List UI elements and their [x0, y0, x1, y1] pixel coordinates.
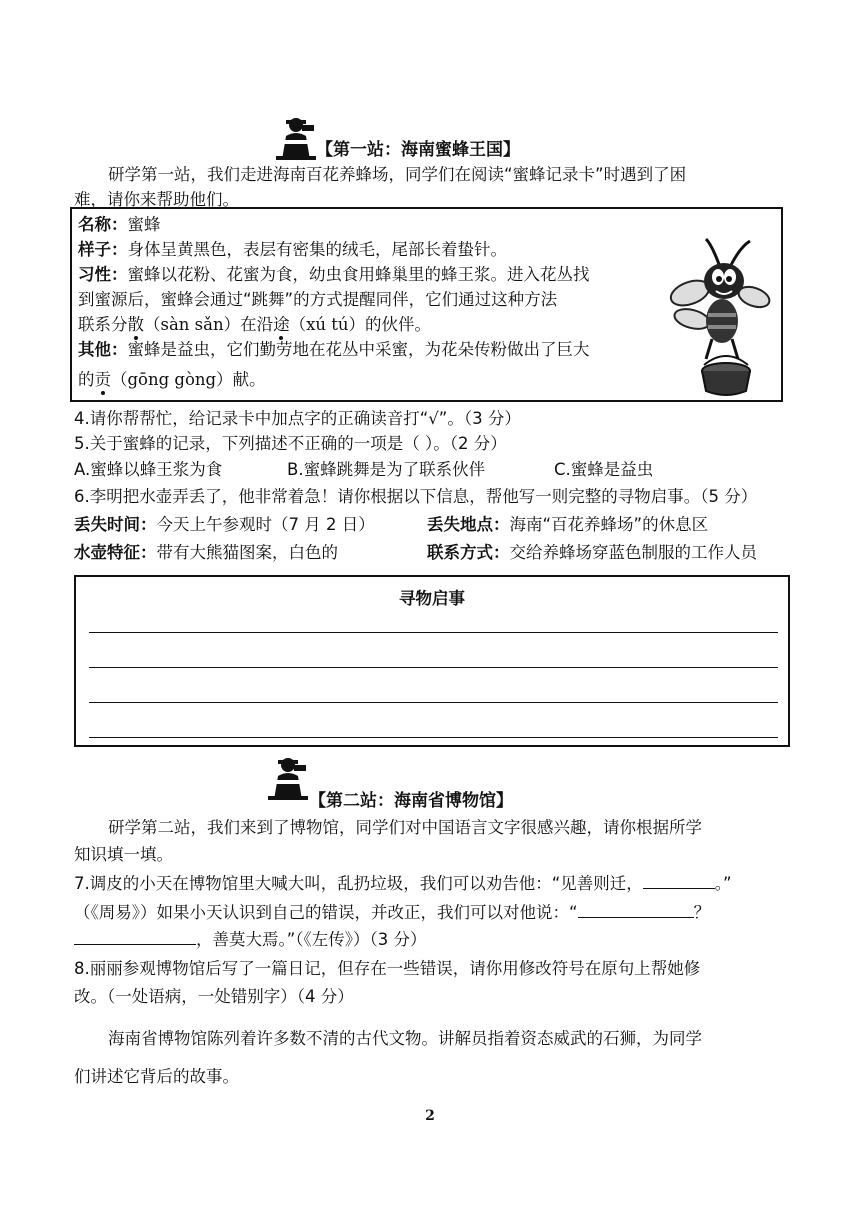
lost-place-row [427, 512, 708, 538]
dotted-char-tu: 途 [273, 315, 290, 334]
lost-time-label: 丢失时间： [74, 515, 157, 534]
writing-line-2[interactable] [89, 667, 778, 668]
explorer-figure-icon [266, 756, 310, 802]
station2-intro-line1: 研学第二站，我们来到了博物馆，同学们对中国语言文字很感兴趣，请你根据所学 [108, 818, 702, 837]
diary-line-2[interactable]: 们讲述它背后的故事。 [74, 1067, 239, 1086]
question-5-option-b[interactable]: B.蜜蜂跳舞是为了联系伙伴 [287, 460, 486, 479]
question-7-question-mark: ？ [693, 903, 711, 922]
question-7-line1 [74, 870, 732, 897]
pinyin-choice-tu[interactable]: （xú tú）的伙伴。 [289, 315, 432, 334]
card-look-label: 样子： [78, 240, 128, 259]
question-6: 6.李明把水壶弄丢了，他非常着急！请你根据以下信息，帮他写一则完整的寻物启事。（5 分） [74, 487, 758, 506]
question-7-prompt: 7.调皮的小天在博物馆里大喊大叫，乱扔垃圾，我们可以劝告他：“见善则迁， [74, 874, 643, 893]
writing-line-1[interactable] [89, 632, 778, 633]
answer-blank-2[interactable] [578, 899, 694, 918]
station1-intro-line1: 研学第一站，我们走进海南百花养蜂场，同学们在阅读“蜜蜂记录卡”时遇到了困 [108, 165, 687, 184]
bee-record-card [70, 207, 783, 402]
dotted-char-san: 散 [127, 315, 144, 334]
diary-line-1[interactable]: 海南省博物馆陈列着许多数不清的古代文物。讲解员指着资态威武的石狮，为同学 [108, 1029, 702, 1048]
contact-value: 交给养蜂场穿蓝色制服的工作人员 [509, 543, 757, 562]
card-name-value: 蜜蜂 [127, 215, 161, 234]
question-7-line2-text: （《周易》）如果小天认识到自己的错误，并改正，我们可以对他说：“ [74, 903, 578, 922]
card-habit-label: 习性： [78, 265, 128, 284]
question-5-option-c[interactable]: C.蜜蜂是益虫 [554, 460, 654, 479]
contact-label: 联系方式： [427, 543, 510, 562]
writing-line-3[interactable] [89, 702, 778, 703]
card-name-row [78, 212, 161, 238]
lost-place-label: 丢失地点： [427, 515, 510, 534]
question-8-line1: 8.丽丽参观博物馆后写了一篇日记，但存在一些错误，请你用修改符号在原句上帮她修 [74, 959, 701, 978]
answer-blank-1[interactable] [643, 870, 715, 889]
card-name-label: 名称： [78, 215, 128, 234]
card-habit-line3-pre: 联系分 [78, 315, 128, 334]
station2-intro-line2: 知识填一填。 [74, 845, 173, 864]
question-7-line2 [74, 899, 710, 926]
card-other-line2 [78, 367, 266, 393]
page-number: 2 [425, 1108, 435, 1124]
card-habit-row [78, 262, 590, 288]
question-5: 5.关于蜜蜂的记录，下列描述不正确的一项是（ ）。（2 分） [74, 434, 507, 453]
card-habit-line3 [78, 312, 431, 338]
lost-time-row [74, 512, 375, 538]
lost-time-value: 今天上午参观时（7 月 2 日） [156, 515, 375, 534]
lost-notice-title: 寻物启事 [399, 589, 465, 608]
bee-cartoon-icon [668, 235, 772, 397]
question-5-option-a[interactable]: A.蜜蜂以蜂王浆为食 [74, 460, 223, 479]
station1-title: 【第一站：海南蜜蜂王国】 [316, 140, 520, 160]
question-7-close-quote: 。” [714, 874, 732, 893]
question-4: 4.请你帮帮忙，给记录卡中加点字的正确读音打“√”。（3 分） [74, 409, 521, 428]
contact-row [427, 540, 757, 566]
explorer-figure-icon [274, 116, 318, 162]
card-other-label: 其他： [78, 340, 128, 359]
card-other-line1: 蜜蜂是益虫，它们勤劳地在花丛中采蜜，为花朵传粉做出了巨大 [127, 340, 590, 359]
bottle-feature-row [74, 540, 338, 566]
question-8-line2: 改。（一处语病，一处错别字）（4 分） [74, 987, 354, 1006]
station2-title: 【第二站：海南省博物馆】 [309, 791, 513, 811]
card-other-line2-pre: 的 [78, 370, 95, 389]
question-7-line3 [74, 926, 427, 953]
pinyin-choice-san[interactable]: （sàn sǎn）在沿 [144, 315, 274, 334]
card-habit-line1: 蜜蜂以花粉、花蜜为食，幼虫食用蜂巢里的蜂王浆。进入花丛找 [127, 265, 590, 284]
card-habit-line2: 到蜜源后，蜜蜂会通过“跳舞”的方式提醒同伴，它们通过这种方法 [78, 290, 558, 309]
pinyin-choice-gong[interactable]: （gōng gòng）献。 [111, 370, 266, 389]
card-look-row [78, 237, 507, 263]
bottle-feature-label: 水壶特征： [74, 543, 157, 562]
dotted-char-gong: 贡 [94, 370, 111, 389]
card-other-row [78, 337, 590, 363]
answer-blank-3[interactable] [74, 926, 196, 945]
card-look-value: 身体呈黄黑色，表层有密集的绒毛，尾部长着蛰针。 [127, 240, 507, 259]
station1-intro-line2: 难，请你来帮助他们。 [74, 190, 239, 209]
question-7-line3-text: ，善莫大焉。”（《左传》）（3 分） [196, 930, 427, 949]
lost-place-value: 海南“百花养蜂场”的休息区 [509, 515, 709, 534]
writing-line-4[interactable] [89, 737, 778, 738]
lost-notice-box [74, 575, 790, 747]
bottle-feature-value: 带有大熊猫图案，白色的 [156, 543, 338, 562]
